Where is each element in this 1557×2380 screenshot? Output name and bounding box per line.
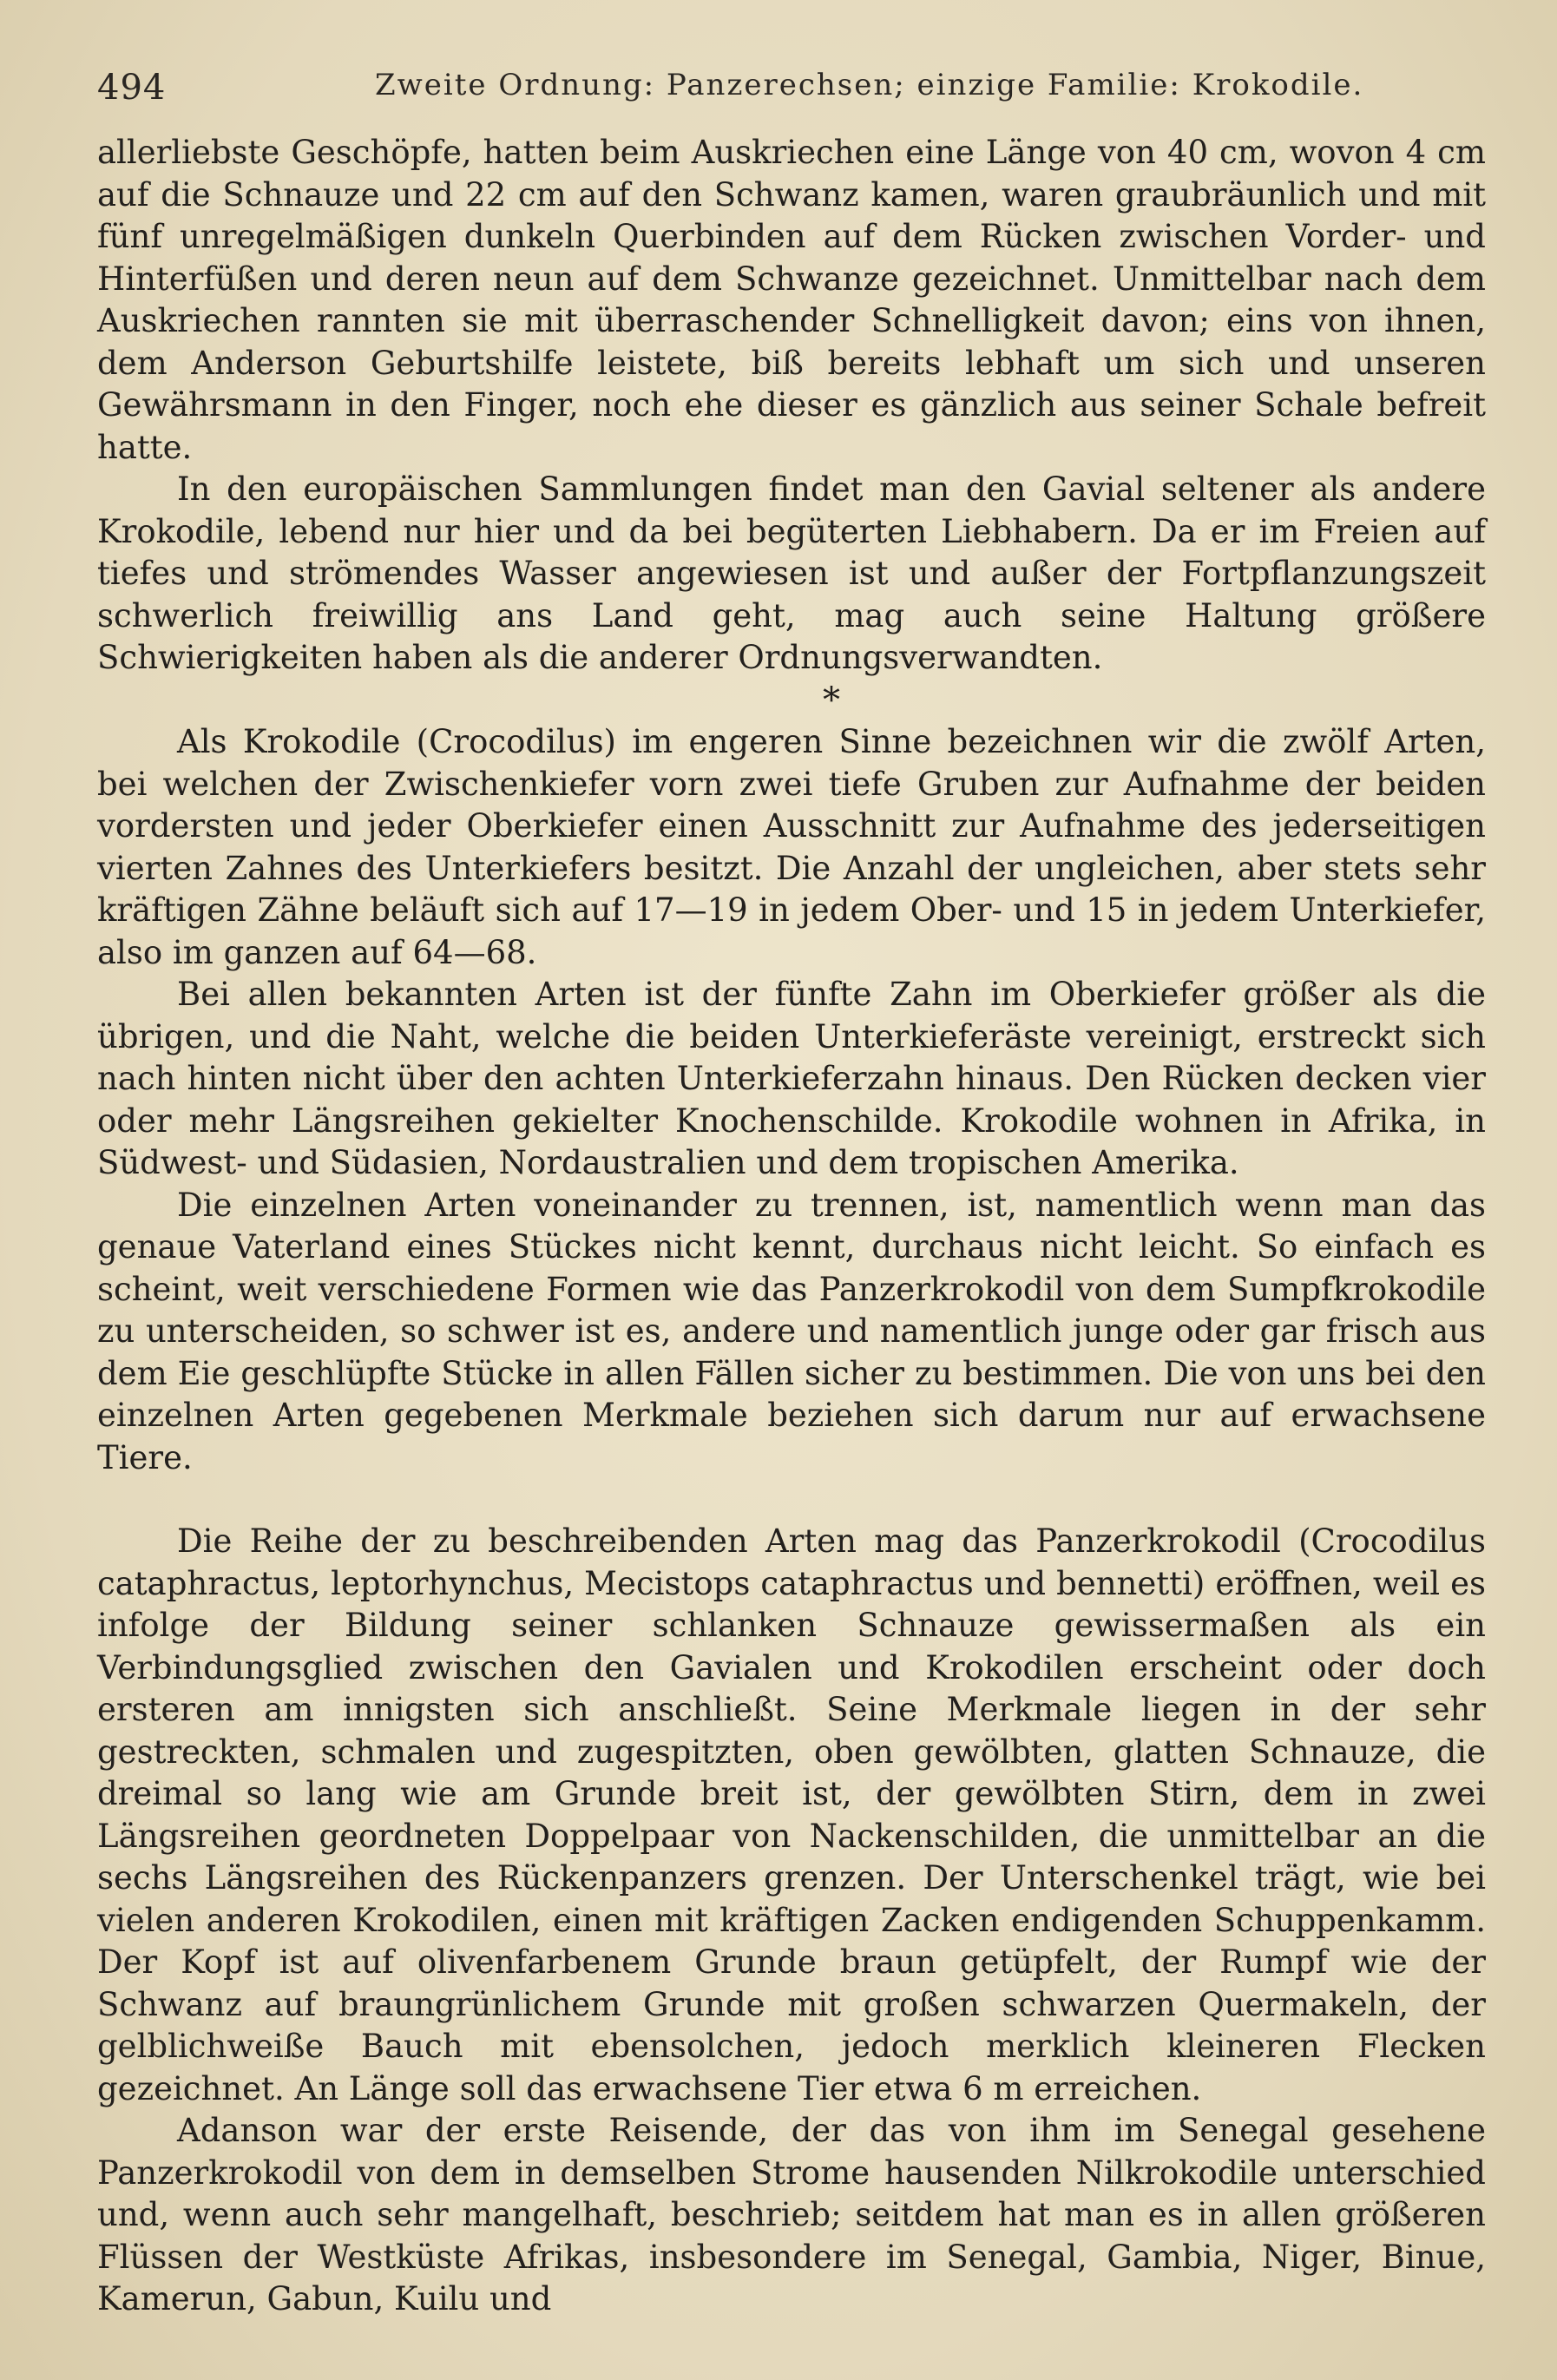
- page-number: 494: [97, 68, 167, 108]
- body-text: [97, 132, 1486, 2321]
- paragraph: Die einzelnen Arten voneinander zu trennen, ist, namentlich wenn man das genaue Vaterland eines Stückes nicht kennt, durchaus nicht leicht. So einfach es scheint, weit verschiedene Formen wie das Panzerkrokodil von dem Sumpfkrokodile zu unterscheiden, so schwer ist es, andere und namentlich junge oder gar frisch aus dem Eie geschlüpfte Stücke in allen Fällen sicher zu bestimmen. Die von uns bei den einzelnen Arten gegebenen Merkmale beziehen sich darum nur auf erwachsene Tiere.: [97, 1186, 1486, 1476]
- paragraph: Die Reihe der zu beschreibenden Arten mag das Panzerkrokodil (Crocodilus cataphractus, leptorhynchus, Mecistops cataphractus und bennetti) eröffnen, weil es infolge der Bildung seiner schlanken Schnauze gewissermaßen als ein Verbindungsglied zwischen den Gavialen und Krokodilen erscheint oder doch ersteren am innigsten sich anschließt. Seine Merkmale liegen in der sehr gestreckten, schmalen und zugespitzten, oben gewölbten, glatten Schnauze, die dreimal so lang wie am Grunde breit ist, der gewölbten Stirn, dem in zwei Längsreihen geordneten Doppelpaar von Nackenschilden, die unmittelbar an die sechs Längsreihen des Rückenpanzers grenzen. Der Unterschenkel trägt, wie bei vielen anderen Krokodilen, einen mit kräftigen Zacken endigenden Schuppenkamm. Der Kopf ist auf olivenfarbenem Grunde braun getüpfelt, der Rumpf wie der Schwanz auf braungrünlichem Grunde mit großen schwarzen Quermakeln, der gelblichweiße Bauch mit ebensolchen, jedoch merklich kleineren Flecken gezeichnet. An Länge soll das erwachsene Tier etwa 6 m erreichen.: [97, 1522, 1486, 2107]
- running-title: Zweite Ordnung: Panzerechsen; einzige Familie: Krokodile.: [375, 68, 1364, 102]
- section-separator: *: [823, 680, 840, 720]
- paragraph: Adanson war der erste Reisende, der das von ihm im Senegal gesehene Panzerkrokodil von dem in demselben Strome hausenden Nilkrokodile unterschied und, wenn auch sehr mangelhaft, beschrieb; seitdem hat man es in allen größeren Flüssen der Westküste Afrikas, insbesondere im Senegal, Gambia, Niger, Binue, Kamerun, Gabun, Kuilu und: [97, 2112, 1486, 2318]
- page-header: [97, 62, 1486, 115]
- paragraph: Bei allen bekannten Arten ist der fünfte Zahn im Oberkiefer größer als die übrigen, und die Naht, welche die beiden Unterkieferäste vereinigt, erstreckt sich nach hinten nicht über den achten Unterkieferzahn hinaus. Den Rücken decken vier oder mehr Längsreihen gekielter Knochenschilde. Krokodile wohnen in Afrika, in Südwest- und Südasien, Nordaustralien und dem tropischen Amerika.: [97, 976, 1486, 1181]
- paragraph: In den europäischen Sammlungen findet man den Gavial seltener als andere Krokodile, lebend nur hier und da bei begüterten Liebhabern. Da er im Freien auf tiefes und strömendes Wasser angewiesen ist und außer der Fortpflanzungszeit schwerlich freiwillig ans Land geht, mag auch seine Haltung größere Schwierigkeiten haben als die anderer Ordnungsverwandten.: [97, 470, 1486, 676]
- paragraph-gap: [97, 1479, 1486, 1521]
- paragraph: Als Krokodile (Crocodilus) im engeren Sinne bezeichnen wir die zwölf Arten, bei welchen der Zwischenkiefer vorn zwei tiefe Gruben zur Aufnahme der beiden vordersten und jeder Oberkiefer einen Ausschnitt zur Aufnahme des jederseitigen vierten Zahnes des Unterkiefers besitzt. Die Anzahl der ungleichen, aber stets sehr kräftigen Zähne beläuft sich auf 17—19 in jedem Ober- und 15 in jedem Unterkiefer, also im ganzen auf 64—68.: [97, 723, 1486, 971]
- paragraph-continuation: allerliebste Geschöpfe, hatten beim Auskriechen eine Länge von 40 cm, wovon 4 cm auf die Schnauze und 22 cm auf den Schwanz kamen, waren graubräunlich und mit fünf unregelmäßigen dunkeln Querbinden auf dem Rücken zwischen Vorder- und Hinterfüßen und deren neun auf dem Schwanze gezeichnet. Unmittelbar nach dem Auskriechen rannten sie mit überraschender Schnelligkeit davon; eins von ihnen, dem Anderson Geburtshilfe leistete, biß bereits lebhaft um sich und unseren Gewährsmann in den Finger, noch ehe dieser es gänzlich aus seiner Schale befreit hatte.: [97, 134, 1486, 466]
